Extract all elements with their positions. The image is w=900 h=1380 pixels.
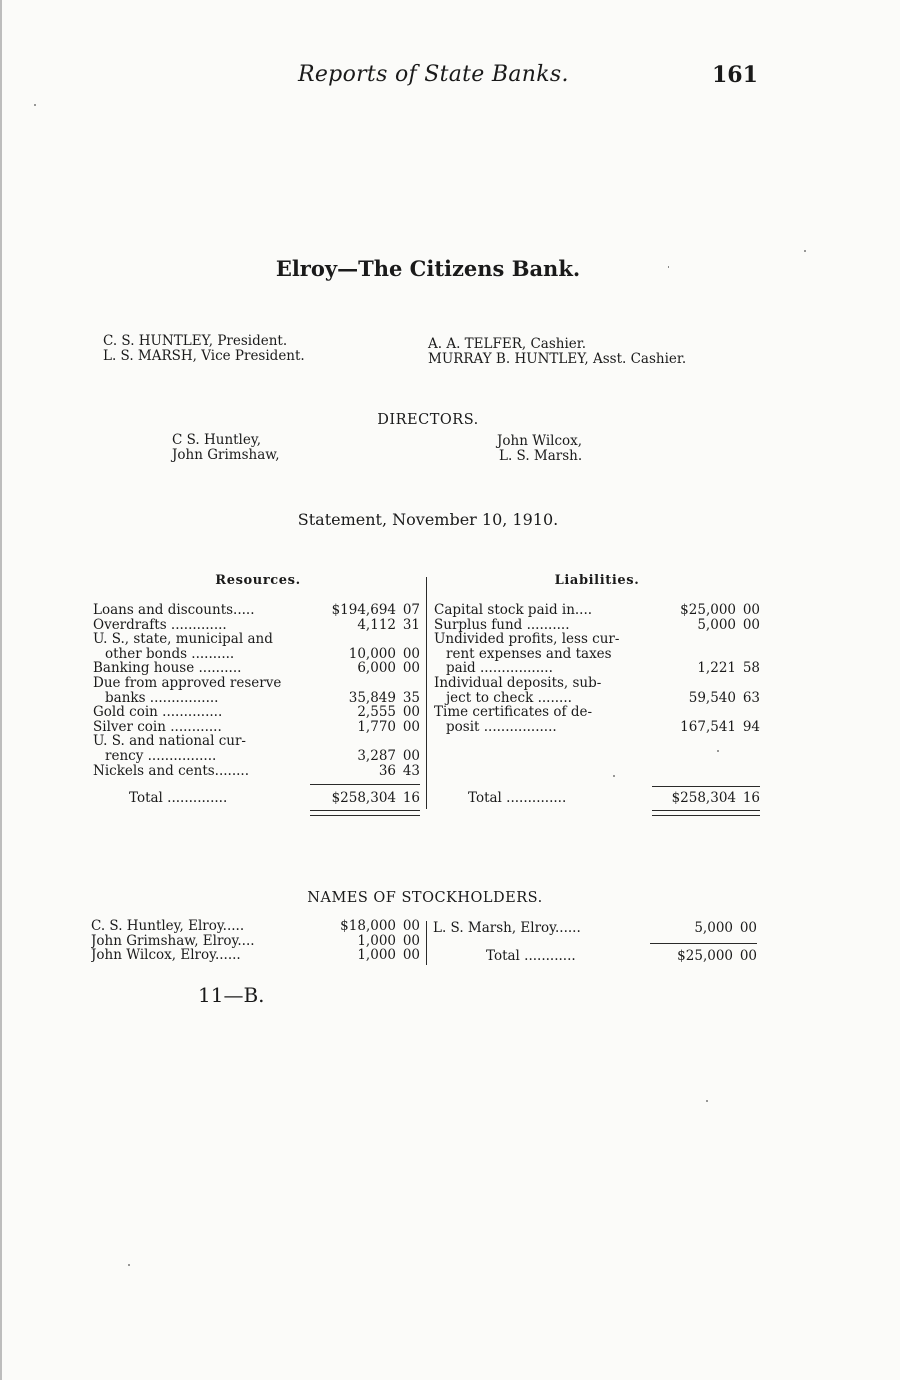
statement-line (434, 647, 760, 662)
scan-speck (668, 266, 669, 268)
statement-line (434, 632, 760, 647)
stockholders-heading: NAMES OF STOCKHOLDERS. (307, 890, 543, 906)
line-amount (320, 632, 396, 647)
line-cents: 07 (402, 602, 420, 618)
liabilities-sum-rule (652, 786, 760, 787)
scan-speck (804, 250, 806, 252)
line-label: Gold coin .............. (93, 705, 223, 720)
line-cents: 43 (402, 762, 420, 779)
scan-speck (34, 104, 36, 106)
resources-total-amount: $258,304 (331, 790, 396, 806)
page-number: 161 (712, 62, 758, 88)
statement-line (93, 603, 420, 618)
line-label: Banking house .......... (93, 661, 242, 676)
stockholders-total-label: Total ............ (486, 949, 576, 964)
line-cents: 94 (742, 718, 760, 735)
officers-right (428, 337, 686, 367)
statement-line (434, 676, 760, 691)
line-cents (396, 734, 420, 749)
resources-total-row (93, 791, 420, 806)
page-edge-line (0, 0, 2, 1380)
line-amount: $25,000 (680, 602, 736, 618)
line-label: ject to check ........ (446, 690, 572, 706)
line-cents: 00 (739, 920, 757, 936)
statement-column-divider (426, 577, 427, 809)
running-title: Reports of State Banks. (298, 62, 569, 87)
liabilities-total-amount: $258,304 (671, 790, 736, 806)
line-amount: 2,555 (357, 704, 396, 721)
line-cents: 00 (402, 718, 420, 735)
scan-speck (706, 1100, 708, 1102)
statement-line (434, 720, 760, 735)
officer-president: C. S. HUNTLEY, President. (103, 333, 288, 349)
line-label: paid ................. (446, 661, 553, 676)
line-label: Due from approved reserve (93, 675, 282, 691)
line-amount: 167,541 (680, 718, 736, 735)
statement-line (93, 720, 420, 735)
stockholders-column-divider (426, 921, 427, 965)
line-amount: 5,000 (697, 616, 736, 633)
line-label: rency ................ (105, 748, 217, 764)
line-amount: 10,000 (348, 645, 396, 662)
statement-line (93, 734, 420, 749)
statement-line (93, 632, 420, 647)
director-name: C S. Huntley, (172, 432, 261, 448)
line-cents: 63 (742, 689, 760, 706)
officer-vice-president: L. S. MARSH, Vice President. (103, 348, 305, 364)
bank-title: Elroy—The Citizens Bank. (275, 256, 581, 281)
line-amount: 6,000 (357, 660, 396, 677)
resources-total-double-rule (310, 810, 420, 816)
signature-mark: 11—B. (198, 983, 265, 1007)
statement-line (93, 764, 420, 779)
stockholders-left-list (91, 919, 420, 963)
line-label: Individual deposits, sub- (434, 675, 602, 691)
resources-heading: Resources. (215, 573, 301, 588)
scan-speck (128, 1264, 130, 1266)
line-cents (396, 676, 420, 691)
line-cents: 00 (402, 932, 420, 949)
line-cents: 00 (742, 616, 760, 633)
statement-line (93, 676, 420, 691)
statement-line (93, 618, 420, 633)
stockholders-right-list (433, 921, 757, 936)
line-label: Capital stock paid in.... (434, 603, 593, 618)
line-cents (396, 632, 420, 647)
stockholder-row (91, 919, 420, 934)
line-amount: 5,000 (694, 920, 733, 936)
line-cents: 00 (402, 645, 420, 662)
line-cents: 00 (402, 947, 420, 964)
line-cents (736, 632, 760, 647)
statement-line (93, 661, 420, 676)
resources-total-cents: 16 (402, 790, 420, 806)
line-amount: 4,112 (357, 616, 396, 633)
line-cents (736, 647, 760, 662)
line-label: Nickels and cents........ (93, 763, 250, 779)
line-amount (660, 647, 736, 662)
line-label: Silver coin ............ (93, 719, 222, 735)
statement-line (93, 691, 420, 706)
line-amount: 1,000 (357, 947, 396, 964)
line-label: Loans and discounts..... (93, 603, 255, 618)
statement-line (434, 705, 760, 720)
resources-table (93, 603, 420, 778)
line-amount: 35,849 (348, 689, 396, 706)
liabilities-table (434, 603, 760, 734)
line-amount: 1,000 (357, 932, 396, 949)
line-cents: 00 (402, 660, 420, 677)
line-amount (660, 632, 736, 647)
liabilities-total-row (434, 791, 760, 806)
line-cents: 35 (402, 689, 420, 706)
stockholder-row (433, 921, 757, 936)
statement-line (434, 661, 760, 676)
line-amount (660, 676, 736, 691)
stockholders-total-cents: 00 (739, 948, 757, 964)
line-label: Time certificates of de- (434, 705, 593, 720)
line-amount (320, 734, 396, 749)
line-amount (660, 705, 736, 720)
line-label: banks ................ (105, 690, 219, 706)
statement-line (434, 603, 760, 618)
line-cents: 00 (742, 602, 760, 618)
director-name: L. S. Marsh. (499, 448, 583, 464)
statement-line (93, 705, 420, 720)
line-cents (736, 705, 760, 720)
officer-asst-cashier: MURRAY B. HUNTLEY, Asst. Cashier. (428, 351, 687, 367)
statement-line (93, 647, 420, 662)
statement-line (93, 749, 420, 764)
line-cents (736, 676, 760, 691)
line-cents: 58 (742, 660, 760, 677)
scan-speck (717, 750, 719, 752)
director-name: John Wilcox, (497, 433, 583, 449)
line-label: posit ................. (446, 719, 557, 735)
stockholder-row (91, 948, 420, 963)
stockholders-total-row (433, 949, 757, 964)
statement-line (434, 618, 760, 633)
liabilities-heading: Liabilities. (554, 573, 640, 588)
line-amount: $194,694 (331, 602, 396, 618)
resources-total-label: Total .............. (129, 791, 228, 806)
statement-date: Statement, November 10, 1910. (297, 510, 559, 529)
directors-left (172, 433, 280, 463)
directors-right (497, 434, 582, 464)
officers-left (103, 334, 305, 364)
line-label: Surplus fund .......... (434, 617, 570, 633)
liabilities-total-cents: 16 (742, 790, 760, 806)
scan-speck (613, 775, 615, 777)
line-label: rent expenses and taxes (446, 646, 612, 662)
officer-cashier: A. A. TELFER, Cashier. (428, 336, 587, 352)
line-cents: 00 (402, 918, 420, 934)
line-cents: 00 (402, 747, 420, 764)
stockholders-sum-rule (650, 943, 757, 944)
stockholders-total-amount: $25,000 (677, 948, 733, 964)
directors-heading: DIRECTORS. (377, 412, 479, 428)
liabilities-total-label: Total .............. (468, 791, 567, 806)
statement-line (434, 691, 760, 706)
line-label: L. S. Marsh, Elroy...... (433, 921, 581, 936)
line-label: John Wilcox, Elroy...... (91, 948, 241, 963)
line-amount: $18,000 (340, 918, 396, 934)
line-label: other bonds .......... (105, 646, 235, 662)
line-label: Undivided profits, less cur- (434, 632, 620, 647)
line-amount: 1,221 (697, 660, 736, 677)
line-label: U. S., state, municipal and (93, 632, 273, 647)
line-amount (320, 676, 396, 691)
line-amount: 1,770 (357, 718, 396, 735)
line-label: U. S. and national cur- (93, 734, 246, 749)
line-cents: 00 (402, 704, 420, 721)
line-amount: 3,287 (357, 747, 396, 764)
stockholder-row (91, 934, 420, 949)
line-label: C. S. Huntley, Elroy..... (91, 919, 245, 934)
liabilities-total-double-rule (652, 810, 760, 816)
director-name: John Grimshaw, (172, 447, 280, 463)
line-amount: 36 (378, 762, 396, 779)
line-amount: 59,540 (688, 689, 736, 706)
line-label: John Grimshaw, Elroy.... (91, 933, 255, 949)
resources-sum-rule (310, 784, 420, 785)
line-label: Overdrafts ............. (93, 617, 227, 633)
line-cents: 31 (402, 616, 420, 633)
